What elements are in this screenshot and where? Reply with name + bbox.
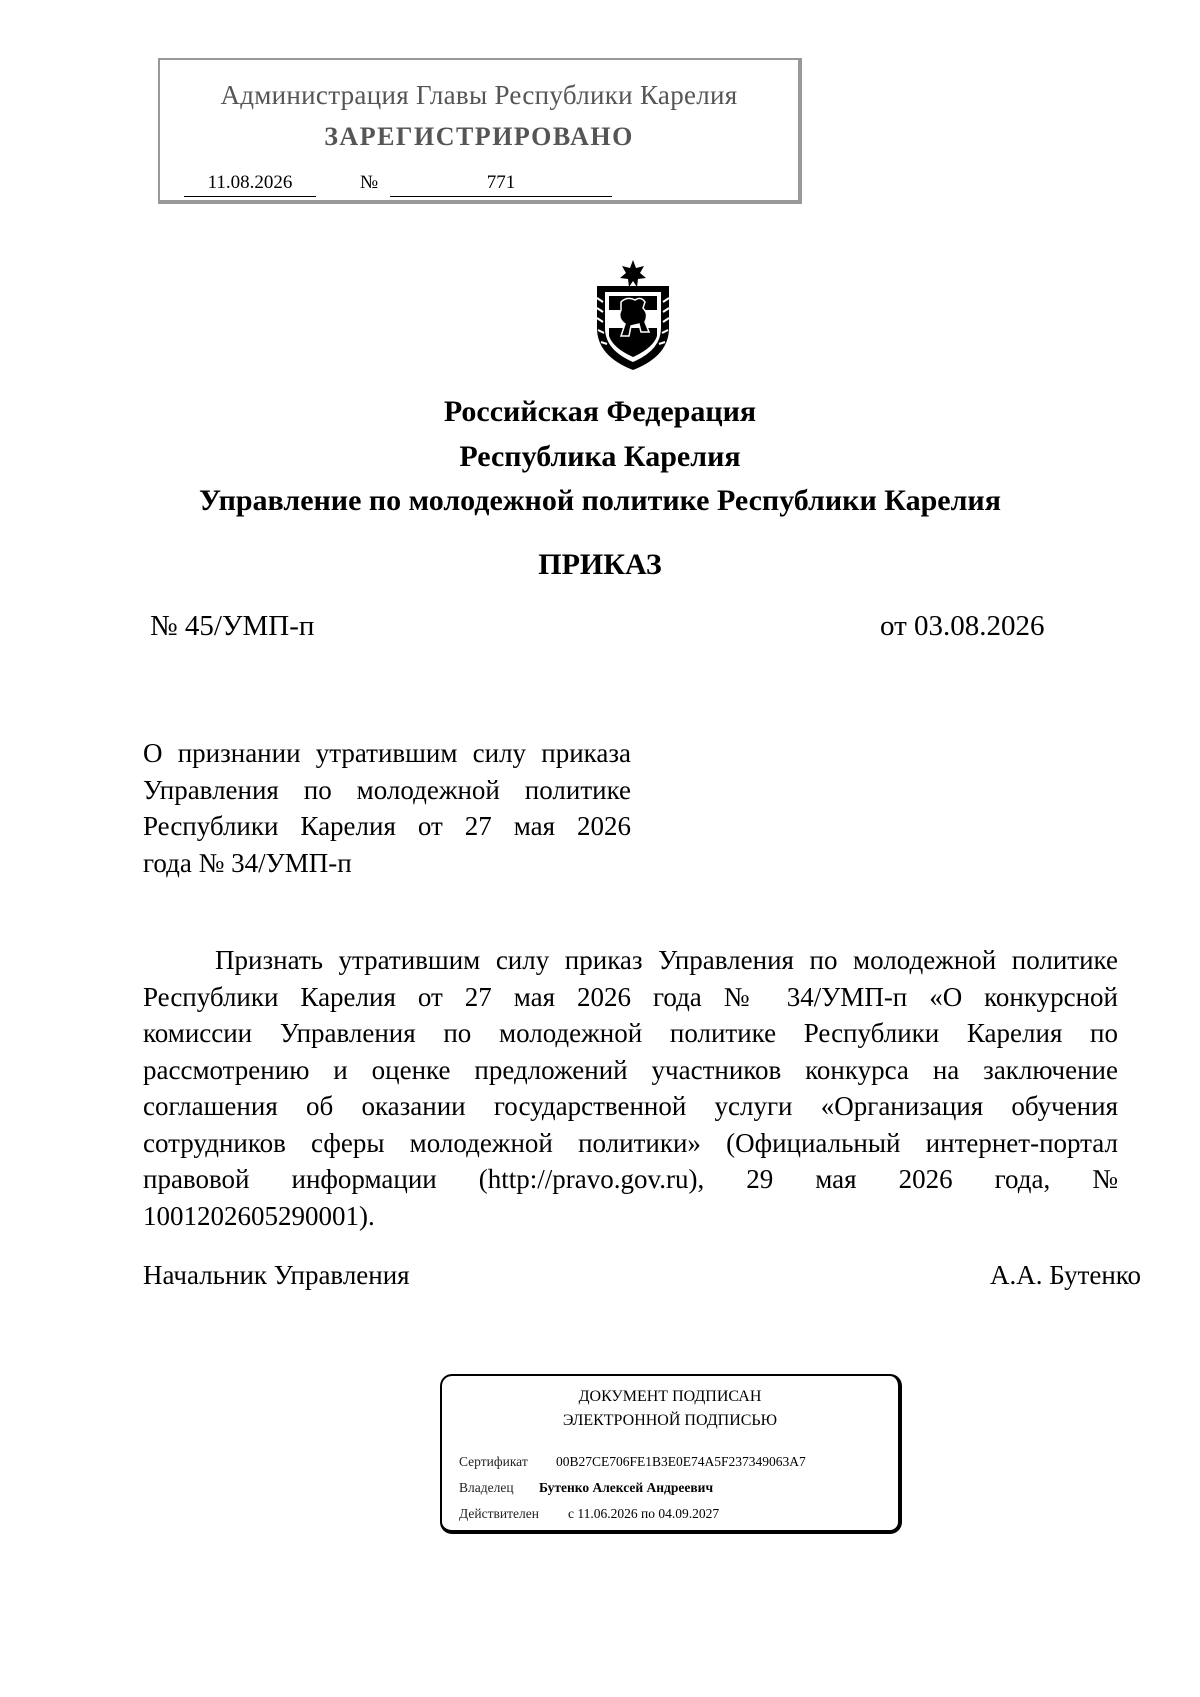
order-date: от 03.08.2026 (880, 610, 1045, 642)
body-line: сотрудников сферы молодежной политики» (Официальный интернет-портал (143, 1127, 1118, 1158)
electronic-signature-stamp (440, 1374, 902, 1534)
order-subject (143, 735, 631, 881)
esig-title-line2: ЭЛЕКТРОННОЙ ПОДПИСЬЮ (562, 1412, 778, 1429)
body-line: правовой информации (http://pravo.gov.ru), 29 мая 2026 года, № (143, 1164, 1118, 1194)
registration-number-label: № (360, 172, 379, 193)
esig-validity-label: Действителен (459, 1506, 539, 1521)
body-line: 1001202605290001). (143, 1200, 375, 1231)
esig-certificate-label: Сертификат (459, 1454, 528, 1469)
registration-number: 771 (486, 172, 516, 193)
body-line: рассмотрению и оценке предложений участников конкурса на заключение (143, 1054, 1118, 1085)
subject-line: О признании утратившим силу приказа (143, 738, 631, 768)
registration-status: ЗАРЕГИСТРИРОВАНО (324, 122, 634, 151)
registration-organization: Администрация Главы Республики Карелия (220, 80, 738, 110)
esig-owner-value: Бутенко Алексей Андреевич (539, 1480, 714, 1495)
registration-number-underline (390, 196, 612, 197)
order-number: № 45/УМП-п (150, 610, 315, 642)
subject-line: года № 34/УМП-п (143, 847, 352, 878)
subject-line: Управления по молодежной политике (143, 774, 631, 805)
order-body (143, 942, 1118, 1234)
esig-certificate-value: 00B27CE706FE1B3E0E74A5F237349063A7 (556, 1454, 806, 1469)
header-country: Российская Федерация (443, 395, 757, 428)
body-line: Республики Карелия от 27 мая 2026 года № 34/УМП-п «О конкурсной (143, 981, 1118, 1012)
header-agency: Управление по молодежной политике Республики Карелия (199, 484, 1001, 517)
subject-line: Республики Карелия от 27 мая 2026 (143, 811, 631, 841)
body-line: Признать утратившим силу приказ Управления по молодежной политике (215, 945, 1118, 975)
body-line: соглашения об оказании государственной услуги «Организация обучения (143, 1091, 1118, 1121)
body-line: комиссии Управления по молодежной политике Республики Карелия по (143, 1018, 1118, 1048)
header-region: Республика Карелия (459, 440, 741, 473)
registration-stamp (158, 58, 802, 204)
document-type-title: ПРИКАЗ (538, 548, 662, 581)
karelia-coat-of-arms-icon (583, 258, 683, 374)
esig-validity-value: с 11.06.2026 по 04.09.2027 (568, 1506, 720, 1521)
signer-title: Начальник Управления (143, 1260, 410, 1290)
esig-title-line1: ДОКУМЕНТ ПОДПИСАН (578, 1388, 762, 1405)
signer-name: А.А. Бутенко (990, 1260, 1142, 1290)
registration-date: 11.08.2026 (207, 172, 293, 193)
registration-date-underline (184, 196, 316, 197)
esig-owner-label: Владелец (459, 1480, 514, 1495)
